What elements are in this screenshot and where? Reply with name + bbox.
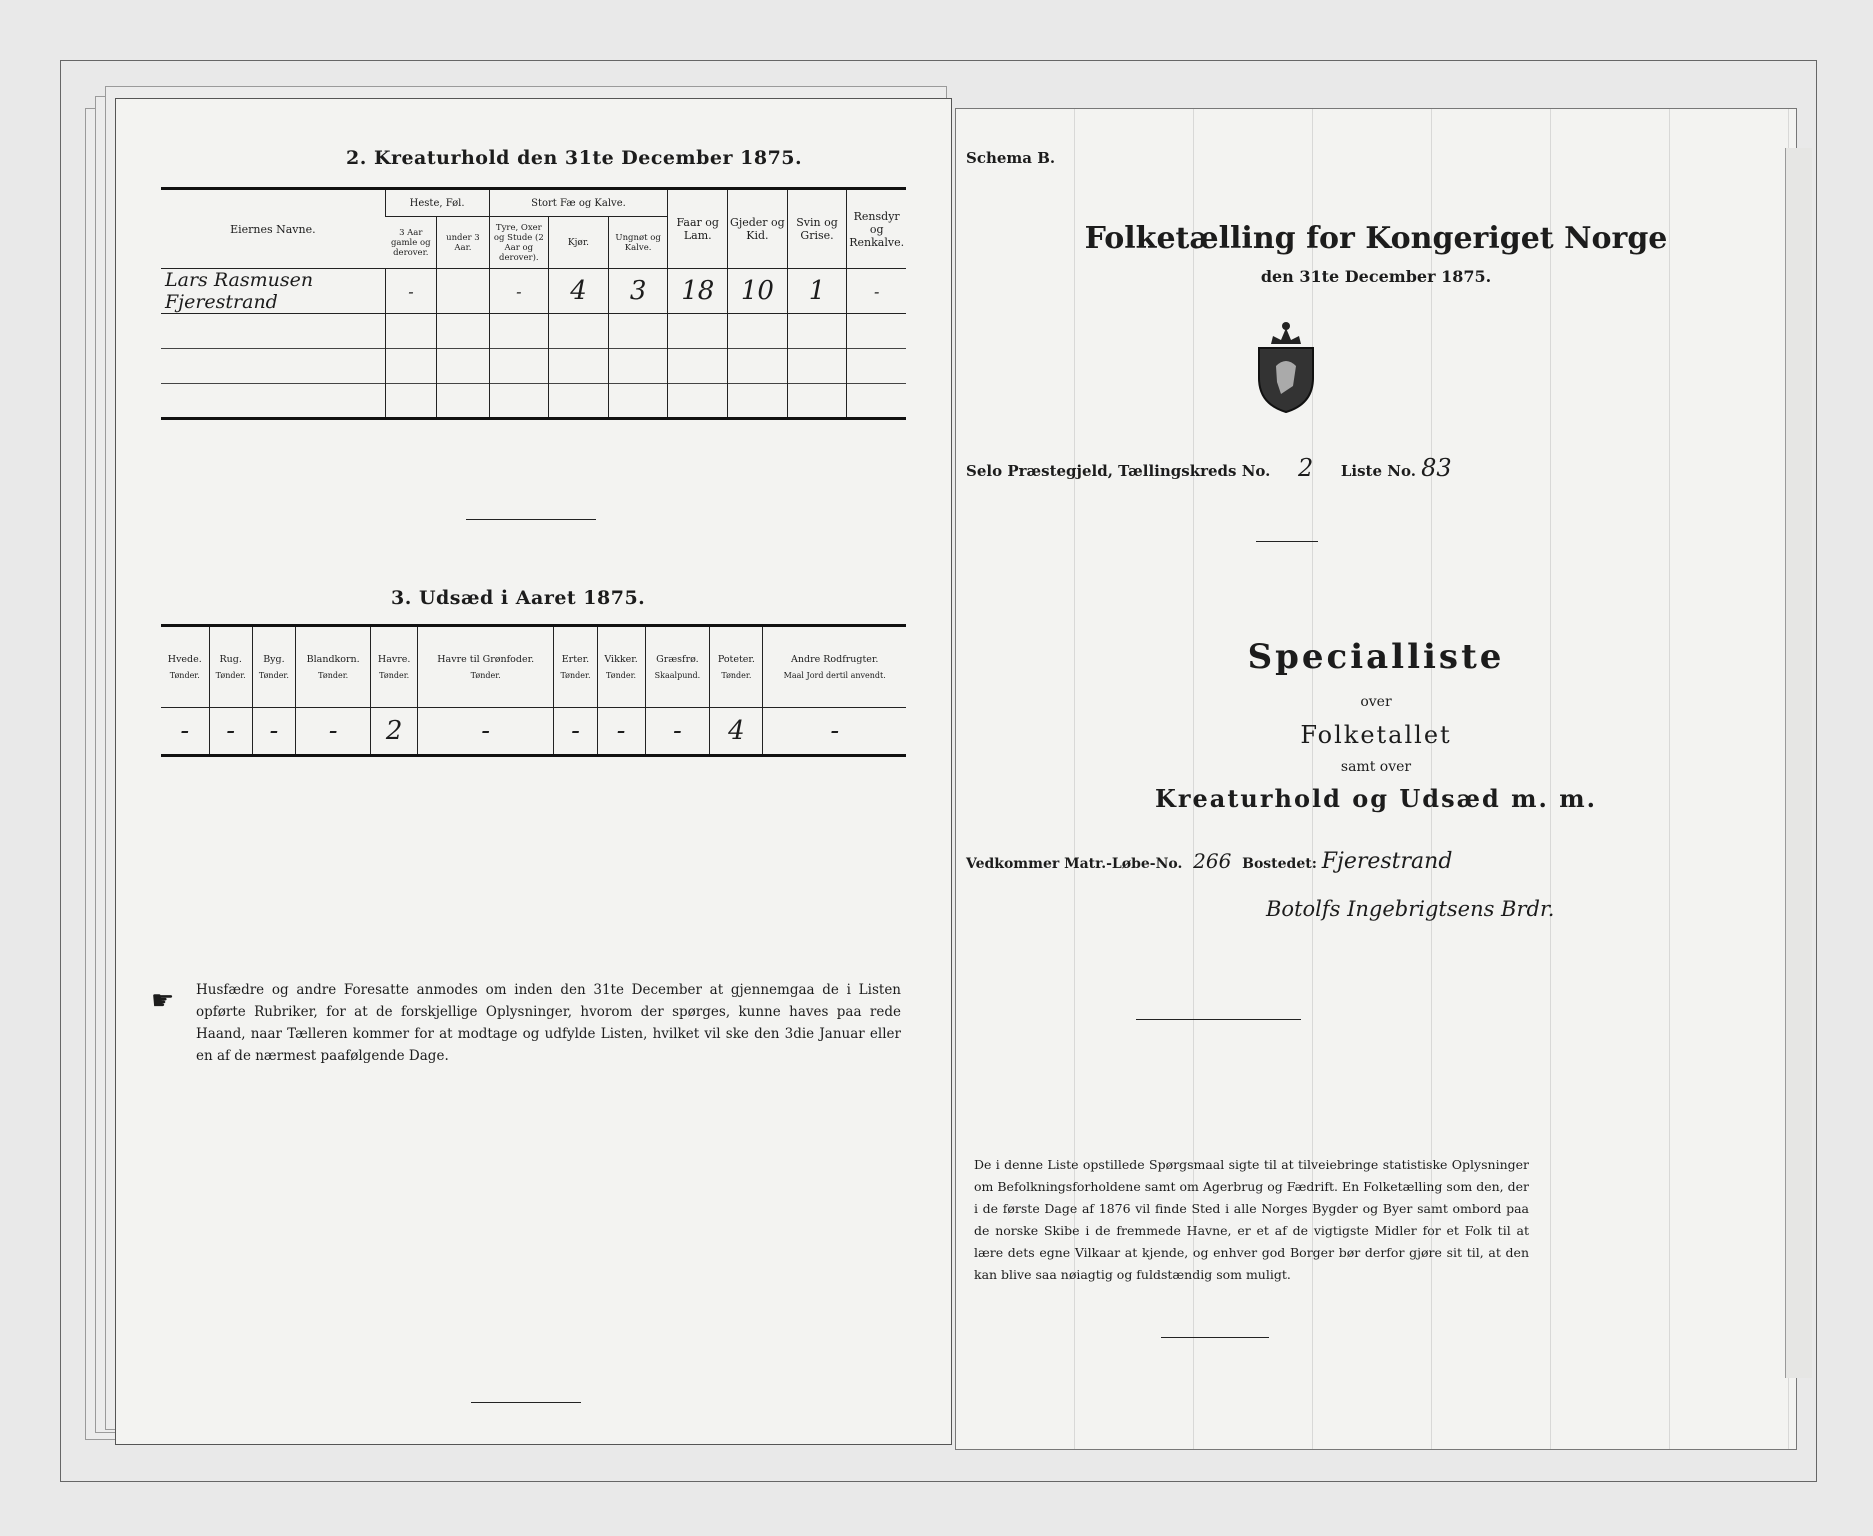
sow-col-unit: Maal Jord dertil anvendt. [783, 671, 886, 680]
cell-sheep: 18 [668, 269, 728, 314]
document-spread [85, 78, 1800, 1458]
kreatur-label: Kreaturhold og Udsæd m. m. [1155, 784, 1597, 813]
sow-col-unit: Tønder. [258, 671, 289, 680]
bosted-continuation: Botolfs Ingebrigtsens Brdr. [1266, 897, 1555, 921]
divider [466, 519, 596, 520]
sow-col-8 [645, 626, 710, 708]
sow-col-name: Vikker. [604, 654, 638, 665]
col-cattle: Stort Fæ og Kalve. [489, 189, 668, 217]
divider [1136, 1019, 1301, 1020]
sow-col-3 [296, 626, 371, 708]
col-cattle-b: Kjør. [549, 217, 609, 269]
liste-number: 83 [1421, 454, 1452, 482]
sow-col-unit: Tønder. [215, 671, 246, 680]
col-owner: Eiernes Navne. [230, 222, 316, 236]
page-edge-right [1785, 148, 1812, 1378]
col-cattle-c: Ungnøt og Kalve. [608, 217, 668, 269]
folketallet-label: Folketallet [1300, 721, 1452, 749]
divider [1256, 541, 1318, 542]
col-horses-a: 3 Aar gamle og derover. [390, 227, 431, 258]
sow-col-name: Andre Rodfrugter. [791, 654, 879, 665]
table-row [161, 269, 906, 314]
sow-col-name: Poteter. [717, 654, 755, 665]
sow-value-9: 4 [710, 708, 763, 756]
matr-label: Vedkommer Matr.-Løbe-No. [966, 856, 1183, 872]
col-pigs: Svin og Grise. [787, 189, 847, 269]
sow-col-unit: Tønder. [470, 671, 501, 680]
table-row [161, 708, 906, 756]
col-horses-b: under 3 Aar. [437, 217, 489, 269]
info-paragraph: De i denne Liste opstillede Spørgsmaal sigte til at tilveiebringe statistiske Oplysninger om Befolkningsforholdene samt om Agerbrug og Fædrift. En Folketælling som den, der i de første Dage af 1876 vil finde Sted i alle Norges Bygder og Byer samt ombord paa de norske Skibe i de fremmede Havne, er et af de vigtigste Midler for et Folk til at lære dets egne Vilkaar at kjende, og enhver god Borger bør derfor gjøre sit til, at den kan blive saa nøiagtig og fuldstændig som muligt. [974, 1157, 1529, 1282]
sow-value-3: - [296, 708, 371, 756]
left-page [115, 98, 952, 1445]
sow-value-6: - [554, 708, 597, 756]
cell-cattle-c: 3 [608, 269, 668, 314]
table-row [161, 384, 906, 419]
sow-col-name: Havre. [377, 654, 411, 665]
divider [1161, 1337, 1269, 1338]
census-date: den 31te December 1875. [1260, 267, 1492, 286]
sowing-table [161, 624, 906, 757]
sow-col-7 [597, 626, 645, 708]
cell-horses-a: - [385, 269, 437, 314]
prestegjeld-name: Selo [966, 462, 1003, 480]
matr-line [966, 849, 1452, 874]
sow-col-5 [418, 626, 554, 708]
bosted-label: Bostedet: [1242, 856, 1317, 872]
sow-value-0: - [180, 716, 190, 746]
sow-col-unit: Tønder. [606, 671, 637, 680]
sow-col-unit: Tønder. [721, 671, 752, 680]
cell-cattle-a: - [489, 269, 549, 314]
sow-col-name: Byg. [263, 654, 285, 665]
sow-value-2: - [252, 708, 295, 756]
sow-col-unit: Tønder. [318, 671, 349, 680]
bosted-value: Fjerestrand [1321, 849, 1453, 874]
col-cattle-a: Tyre, Oxer og Stude (2 Aar og derover). [489, 217, 549, 269]
owner-name: Lars Rasmusen Fjerestrand [165, 269, 314, 313]
col-reindeer: Rensdyr og Renkalve. [847, 189, 906, 269]
sow-col-unit: Tønder. [560, 671, 591, 680]
sow-value-4: 2 [371, 708, 418, 756]
sow-col-unit: Tønder. [379, 671, 410, 680]
location-line [966, 454, 1452, 482]
krets-number: 2 [1297, 454, 1314, 482]
sow-value-10: - [763, 708, 906, 756]
sow-col-name: Rug. [219, 654, 242, 665]
table-row [161, 349, 906, 384]
sow-col-name: Græsfrø. [656, 654, 699, 665]
sow-col-4 [371, 626, 418, 708]
col-sheep: Faar og Lam. [668, 189, 728, 269]
sow-col-name: Hvede. [167, 654, 202, 665]
cell-goats: 10 [728, 269, 788, 314]
pointing-hand-icon: ☛ [151, 986, 175, 1016]
cell-reindeer: - [847, 269, 906, 314]
table-row [161, 314, 906, 349]
main-title: Folketælling for Kongeriget Norge [1084, 221, 1668, 256]
samt-label: samt over [1340, 759, 1412, 775]
livestock-table [161, 187, 906, 420]
sow-value-8: - [645, 708, 710, 756]
prestegjeld-label: Præstegjeld, [1007, 462, 1113, 480]
sow-value-1: - [209, 708, 252, 756]
sow-col-10 [763, 626, 906, 708]
right-page [955, 108, 1797, 1450]
matr-number: 266 [1193, 849, 1232, 873]
over-label: over [1360, 694, 1392, 710]
cell-cattle-b: 4 [549, 269, 609, 314]
sow-col-0 [161, 626, 209, 708]
sow-col-name: Erter. [561, 654, 590, 665]
col-horses: Heste, Føl. [385, 189, 489, 217]
sow-col-name: Havre til Grønfoder. [437, 654, 535, 665]
notice-text: Husfædre og andre Foresatte anmodes om inden den 31te December at gjennemgaa de i Listen opførte Rubriker, for at de forskjellige Oplysninger, hvorom der spørges, kunne haves paa rede Haand, naar Tælleren kommer for at modtage og udfylde Listen, hvilket vil ske den 3die Januar eller en af de nærmest paafølgende Dage. [196, 982, 901, 1064]
liste-label: Liste No. [1340, 462, 1416, 480]
sow-col-name: Blandkorn. [306, 654, 360, 665]
sow-col-unit: Tønder. [169, 671, 200, 680]
col-goats: Gjeder og Kid. [728, 189, 788, 269]
section3-title: 3. Udsæd i Aaret 1875. [391, 587, 646, 609]
specialliste-title: Specialliste [1247, 637, 1505, 677]
sow-col-unit: Skaalpund. [654, 671, 701, 680]
cell-horses-b [437, 269, 489, 314]
sow-col-9 [710, 626, 763, 708]
krets-label: Tællingskreds No. [1118, 462, 1271, 480]
coat-of-arms-icon [1251, 316, 1321, 416]
schema-label: Schema B. [966, 149, 1056, 167]
sow-col-2 [252, 626, 295, 708]
divider [471, 1402, 581, 1403]
sow-col-1 [209, 626, 252, 708]
section2-title: 2. Kreaturhold den 31te December 1875. [346, 147, 803, 169]
sow-col-6 [554, 626, 597, 708]
cell-pigs: 1 [787, 269, 847, 314]
sow-value-7: - [597, 708, 645, 756]
sow-value-5: - [418, 708, 554, 756]
